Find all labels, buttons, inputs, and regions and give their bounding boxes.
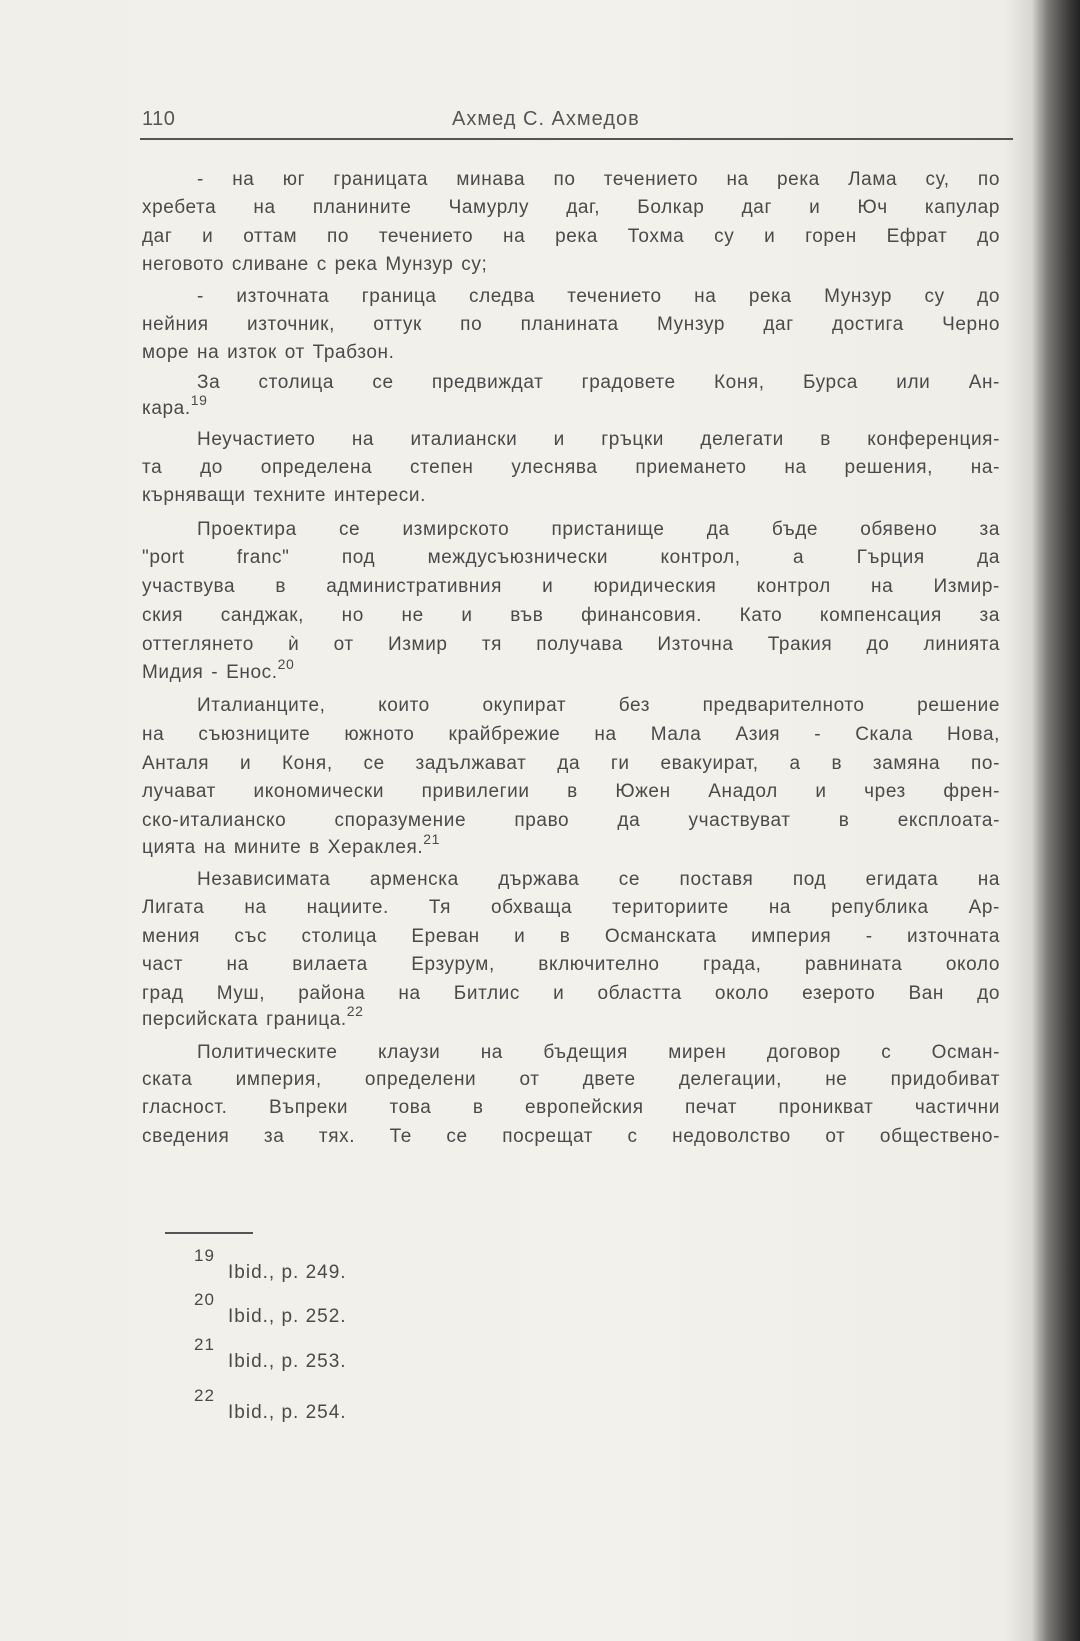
text-line — [142, 285, 1000, 309]
footnote-ref[interactable]: 19 — [190, 392, 208, 408]
line-text: ската империя, определени от двете делегации, не придобиват — [142, 1069, 1000, 1090]
text-line — [142, 694, 1000, 718]
line-text: цията на мините в Хераклея. — [142, 837, 424, 858]
footnote-number: 21 — [194, 1335, 215, 1354]
line-text: нейния източник, оттук по планината Мунзур даг достига Черно — [142, 314, 1000, 335]
footnote-ref[interactable]: 22 — [346, 1003, 364, 1019]
footnote-ref[interactable]: 21 — [423, 831, 441, 847]
line-text: на съюзниците южното крайбрежие на Мала Азия - Скала Нова, — [142, 724, 1000, 745]
text-line — [142, 518, 1000, 542]
text-line — [142, 752, 1000, 776]
line-text: кара. — [142, 398, 191, 419]
line-text: "port franc" под междусъюзнически контрол, а Гърция да — [142, 547, 1000, 568]
page-number: 110 — [142, 108, 176, 130]
line-text: неговото сливане с река Мунзур су; — [142, 254, 488, 275]
text-line — [142, 196, 1000, 220]
line-text: - източната граница следва течението на река Мунзур су до — [197, 286, 1000, 307]
text-line — [142, 925, 1000, 949]
text-line — [142, 484, 1000, 508]
line-text: оттеглянето ѝ от Измир тя получава Източна Тракия до линията — [142, 634, 1000, 655]
line-text: даг и оттам по течението на река Тохма су и горен Ефрат до — [142, 226, 1000, 247]
line-text: та до определена степен улеснява приемането на решения, на- — [142, 457, 1000, 478]
line-text: участвува в административния и юридическия контрол на Измир- — [142, 576, 1000, 597]
line-text: кърняващи техните интереси. — [142, 485, 426, 506]
text-line — [142, 575, 1000, 599]
footnote-text: Ibid., p. 252. — [228, 1306, 347, 1327]
footnote-text: Ibid., p. 253. — [228, 1351, 347, 1372]
footnote-text: Ibid., p. 249. — [228, 1262, 347, 1283]
text-line — [142, 1003, 1000, 1032]
line-text: мения със столица Ереван и в Османската империя - източната — [142, 926, 1000, 947]
running-head: Ахмед С. Ахмедов — [452, 108, 640, 130]
footnote-rule — [165, 1232, 253, 1234]
text-line — [142, 604, 1000, 628]
line-text: Политическите клаузи на бъдещия мирен договор с Осман- — [197, 1042, 1000, 1063]
text-line — [142, 341, 1000, 365]
line-text: хребета на планините Чамурлу даг, Болкар даг и Юч капулар — [142, 197, 1000, 218]
line-text: град Муш, района на Битлис и областта около езерото Ван до — [142, 983, 1000, 1004]
footnote-number: 20 — [194, 1290, 215, 1309]
line-text: ския санджак, но не и във финансовия. Като компенсация за — [142, 605, 1000, 626]
line-text: лучават икономически привилегии в Южен Анадол и чрез френ- — [142, 781, 1000, 802]
footnote-text: Ibid., p. 254. — [228, 1402, 347, 1423]
line-text: море на изток от Трабзон. — [142, 342, 395, 363]
text-line — [142, 633, 1000, 657]
header-rule — [140, 138, 1013, 140]
text-line — [142, 456, 1000, 480]
text-line — [142, 896, 1000, 920]
line-text: За столица се предвиждат градовете Коня, Бурса или Ан- — [197, 372, 1000, 393]
text-line — [142, 1068, 1000, 1092]
line-text: персийската граница. — [142, 1009, 347, 1030]
line-text: Неучастието на италиански и гръцки делегати в конференция- — [197, 429, 1000, 450]
text-line — [142, 253, 1000, 277]
text-line — [142, 723, 1000, 747]
text-line — [142, 831, 1000, 860]
line-text: сведения за тях. Те се посрещат с недоволство от обществено- — [142, 1126, 1000, 1147]
text-line — [142, 313, 1000, 337]
text-line — [142, 953, 1000, 977]
text-line — [142, 428, 1000, 452]
text-line — [142, 1096, 1000, 1120]
line-text: Италианците, които окупират без предварителното решение — [197, 695, 1000, 716]
line-text: Анталя и Коня, се задължават да ги евакуират, а в замяна по- — [142, 753, 1000, 774]
line-text: гласност. Въпреки това в европейския печат проникват частични — [142, 1097, 1000, 1118]
line-text: Независимата арменска държава се поставя под егидата на — [197, 869, 1000, 890]
line-text: Лигата на нациите. Тя обхваща териториите на република Ар- — [142, 897, 1000, 918]
text-line — [142, 809, 1000, 833]
footnote-number: 19 — [194, 1246, 215, 1265]
text-line — [142, 392, 1000, 421]
text-line — [142, 868, 1000, 892]
text-line — [142, 225, 1000, 249]
text-line — [142, 1125, 1000, 1149]
text-line — [142, 780, 1000, 804]
footnote-number: 22 — [194, 1386, 215, 1405]
text-line — [142, 1041, 1000, 1065]
footnote-ref[interactable]: 20 — [277, 656, 295, 672]
text-line — [142, 656, 1000, 685]
text-line — [142, 371, 1000, 395]
text-line — [142, 168, 1000, 192]
line-text: - на юг границата минава по течението на река Лама су, по — [197, 169, 1000, 190]
line-text: Мидия - Енос. — [142, 662, 278, 683]
line-text: Проектира се измирското пристанище да бъде обявено за — [197, 519, 1000, 540]
text-line — [142, 982, 1000, 1006]
line-text: ско-италианско споразумение право да участвуват в експлоата- — [142, 810, 1000, 831]
line-text: част на вилаета Ерзурум, включително града, равнината около — [142, 954, 1000, 975]
text-line — [142, 546, 1000, 570]
